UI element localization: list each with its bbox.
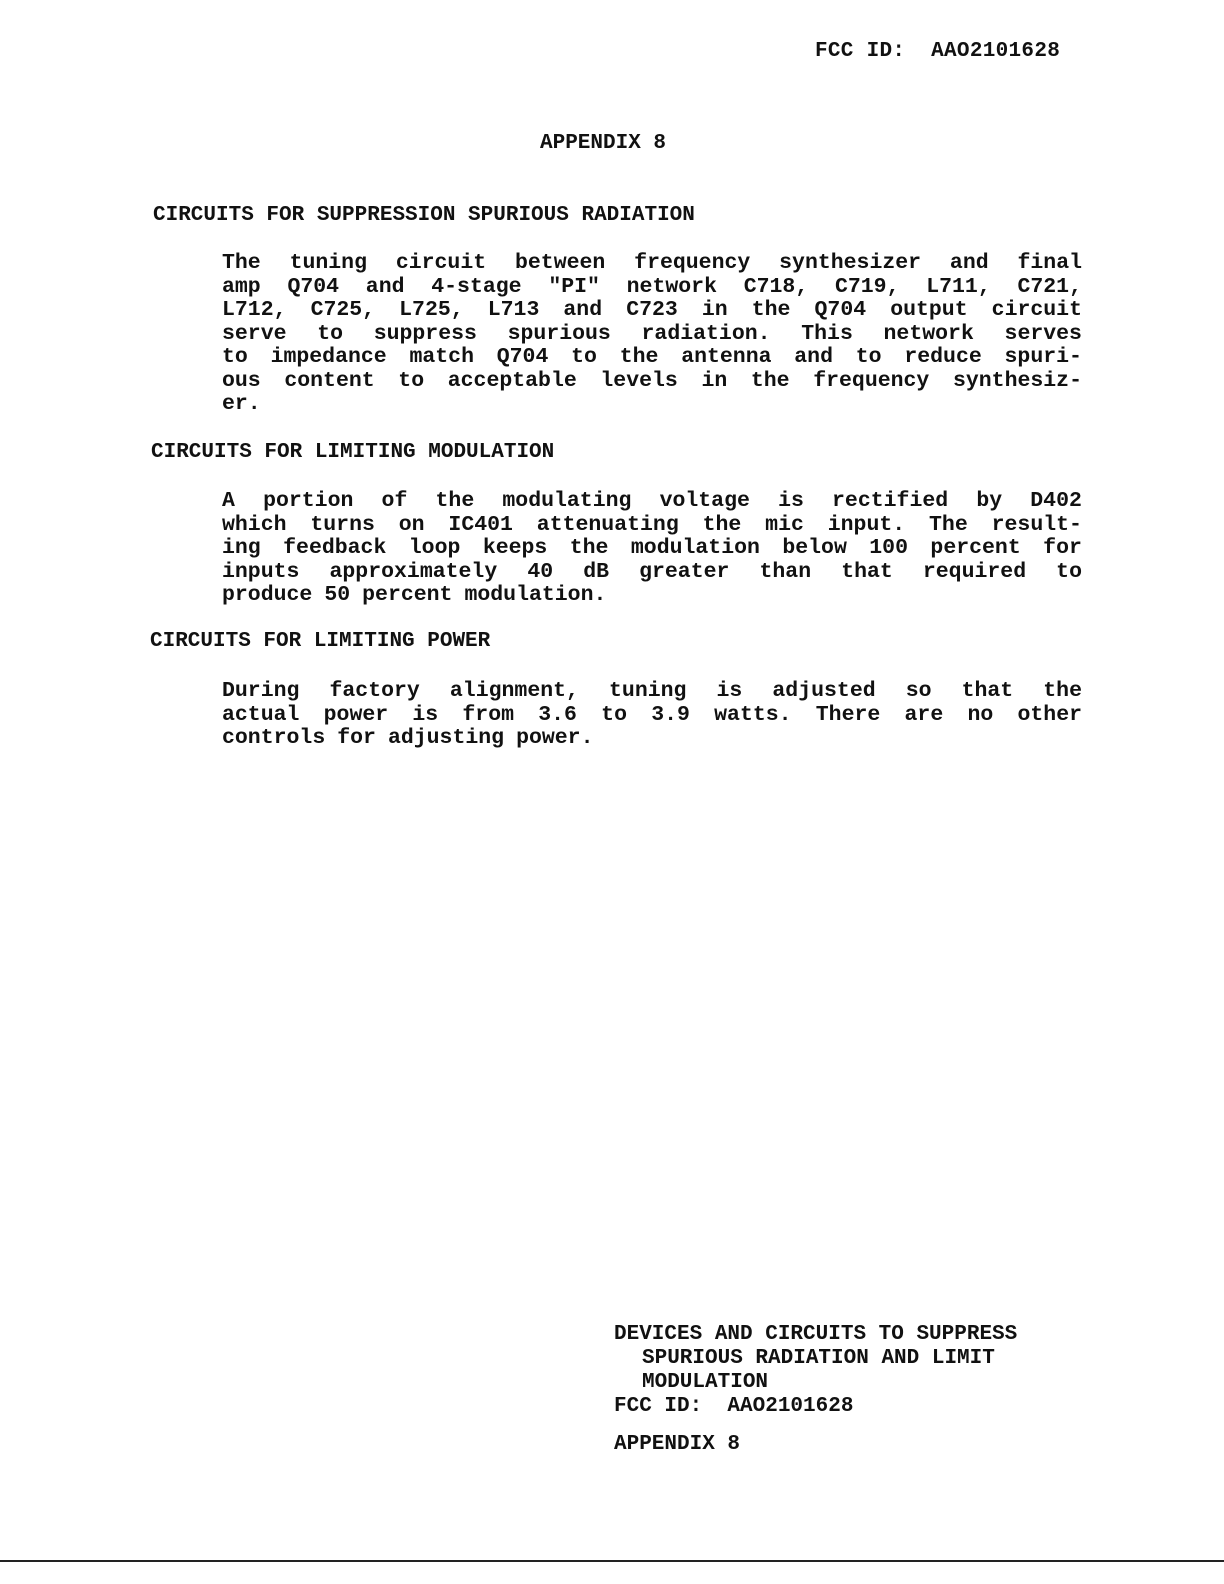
body-word: 50 [324,583,351,607]
body-line [222,584,1082,608]
body-word: which [222,512,287,537]
body-word: the [702,512,742,537]
body-word: no [967,702,994,727]
body-word: circuit [395,251,487,275]
body-word: reduce [904,345,982,369]
body-word: from [462,702,515,727]
body-word: frequency [813,368,930,393]
body-word: radiation. [641,321,771,346]
body-word: network [883,321,974,346]
body-word: produce [222,583,313,607]
body-word: and [563,298,603,322]
body-word: C725, [310,298,376,322]
bottom-divider [0,1560,1224,1562]
body-word: spuri- [1004,345,1082,369]
body-word: voltage [659,489,750,513]
body-word: 100 [869,536,908,560]
section-body-limiting-power [222,680,1082,751]
body-word: There [815,702,881,727]
footer-caption [614,1323,1017,1457]
body-word: During [222,679,300,703]
body-word: ous [222,368,261,393]
body-word: impedance [270,345,387,369]
section-heading-spurious-radiation: CIRCUITS FOR SUPPRESSION SPURIOUS RADIATION [153,204,695,227]
body-word: and [949,251,989,275]
body-word: content [284,368,375,393]
body-word: power. [516,726,594,750]
footer-caption-line: DEVICES AND CIRCUITS TO SUPPRESS [614,1323,1018,1346]
body-word: in [701,298,728,322]
body-word: so [905,679,932,703]
body-line [222,537,1082,561]
body-word: er. [222,392,261,416]
body-word: L712, [222,298,287,322]
body-word: modulation. [464,583,607,607]
body-word: to [855,345,882,369]
body-word: to [601,702,627,727]
body-word: the [751,298,791,322]
section-body-limiting-modulation [222,490,1082,608]
body-word: This [801,321,853,346]
body-word: L725, [399,298,464,322]
body-word: to [1056,559,1082,584]
body-word: A [222,489,235,513]
body-word: dB [583,559,610,584]
body-word: IC401 [448,512,513,537]
body-word: Q704 [814,298,867,322]
body-word: is [716,679,743,703]
body-word: adjusting [387,726,505,750]
body-line [222,490,1082,514]
body-word: rectified [832,489,949,513]
body-word: synthesizer [779,251,922,275]
body-word: in [701,368,728,393]
body-word: of [381,489,408,513]
body-word: attenuating [536,512,679,537]
body-word: that [841,559,893,584]
body-word: loop [408,536,461,560]
appendix-title: APPENDIX 8 [540,132,667,155]
body-word: acceptable [447,368,577,393]
body-word: between [515,251,606,275]
body-word: The [222,251,261,275]
body-line [222,727,1082,751]
body-word: ing [222,536,261,560]
body-word: mic [765,512,804,537]
body-word: feedback [283,536,387,560]
body-word: are [904,702,944,727]
body-word: turns [310,512,375,537]
body-word: 3.6 [538,702,577,727]
body-word: synthesiz- [952,368,1082,393]
section-heading-limiting-power: CIRCUITS FOR LIMITING POWER [150,630,491,653]
body-word: required [922,559,1027,584]
body-word: tuning [289,251,367,275]
body-word: to [398,368,425,393]
body-word: L711, [926,274,991,299]
body-word: the [750,368,790,393]
body-word: actual [222,702,300,727]
body-word: on [398,512,425,537]
body-word: for [337,726,376,750]
body-word: than [759,559,812,584]
body-word: modulation [630,536,760,560]
body-word: modulating [502,489,632,513]
footer-caption-line: SPURIOUS RADIATION AND LIMIT [642,1347,995,1370]
section-heading-limiting-modulation: CIRCUITS FOR LIMITING MODULATION [151,441,555,464]
body-word: network [626,274,717,299]
body-line [222,680,1082,704]
body-word: percent [930,536,1021,560]
body-word: is [412,702,439,727]
body-word: below [782,536,847,560]
body-word: the [569,536,609,560]
body-word: amp [222,274,261,299]
body-word: D402 [1030,489,1082,513]
body-word: controls [222,726,326,750]
body-word: factory [329,679,420,703]
body-word: antenna [681,345,772,369]
body-word: levels [600,368,678,393]
body-word: to [222,345,248,369]
section-body-spurious-radiation [222,252,1082,417]
body-word: Q704 [496,345,549,369]
body-line [222,276,1082,300]
body-word: power [323,702,389,727]
body-word: keeps [482,536,548,560]
body-word: approximately [329,559,498,584]
body-word: by [976,489,1003,513]
body-word: frequency [634,251,751,275]
body-word: adjusted [772,679,876,703]
body-word: the [435,489,475,513]
body-word: that [961,679,1014,703]
footer-appendix: APPENDIX 8 [614,1433,741,1456]
body-word: greater [639,559,730,584]
body-word: match [409,345,474,369]
body-word: the [619,345,659,369]
body-word: for [1043,536,1082,560]
body-word: the [1043,679,1082,703]
body-word: suppress [373,321,477,346]
body-word: 40 [527,559,554,584]
body-word: circuit [991,298,1082,322]
body-word: "PI" [548,274,600,299]
body-word: portion [263,489,354,513]
body-line [222,370,1082,394]
body-line [222,561,1082,585]
body-line [222,252,1082,276]
body-line [222,393,1082,417]
body-word: C718, [743,274,809,299]
body-word: L713 [487,298,540,322]
body-word: and [365,274,405,299]
body-word: and [794,345,833,369]
body-word: to [317,321,344,346]
body-word: result- [991,512,1082,537]
body-word: is [778,489,804,513]
body-word: alignment, [449,679,579,703]
body-word: C723 [626,298,678,322]
body-line [222,299,1082,323]
body-word: watts. [714,702,792,727]
body-word: input. [827,512,906,537]
body-word: spurious [507,321,611,346]
body-word: C719, [834,274,900,299]
body-word: inputs [222,559,300,584]
footer-fcc-id: FCC ID: AAO2101628 [614,1395,854,1418]
body-word: 4-stage [431,274,522,299]
body-word: 3.9 [651,702,690,727]
body-word: C721, [1017,274,1082,299]
body-word: serves [1004,321,1082,346]
body-word: serve [222,321,287,346]
body-word: other [1017,702,1082,727]
body-line [222,514,1082,538]
body-word: Q704 [287,274,340,299]
body-word: output [890,298,968,322]
body-line [222,323,1082,347]
body-word: percent [362,583,453,607]
footer-caption-line: MODULATION [642,1371,769,1394]
body-word: The [929,512,968,537]
body-word: to [571,345,597,369]
header-fcc-id: FCC ID: AAO2101628 [815,40,1061,63]
body-word: final [1017,251,1082,275]
body-word: tuning [609,679,687,703]
body-line [222,704,1082,728]
body-line [222,346,1082,370]
